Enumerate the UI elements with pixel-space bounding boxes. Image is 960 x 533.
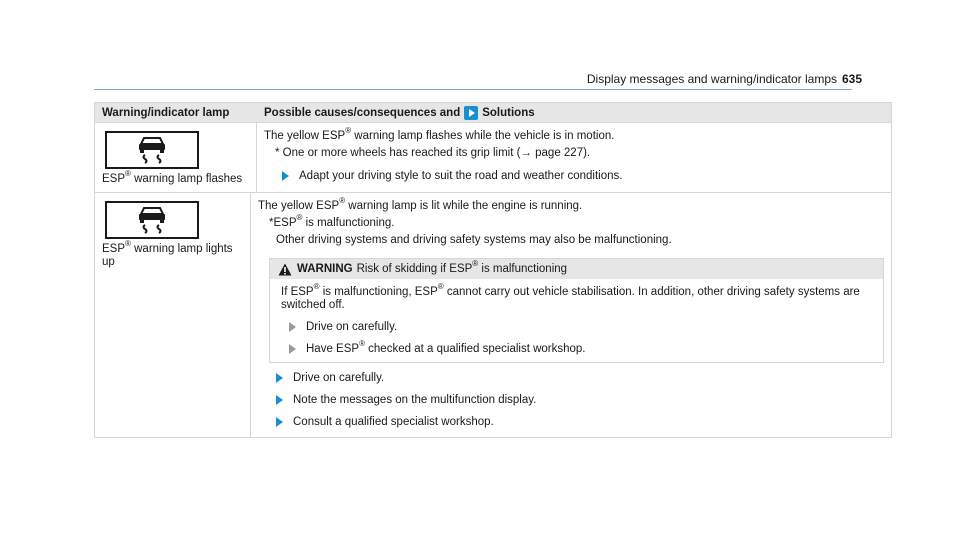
- esp-skid-car-icon: [105, 201, 199, 239]
- header-rule: [94, 89, 852, 90]
- warning-text: If ESP® is malfunctioning, ESP® cannot carry out vehicle stabilisation. In addition, other driving safety systems are switched off.: [281, 282, 860, 311]
- warning-body: [270, 279, 883, 362]
- lamp-label: ESP® warning lamp flashes: [102, 169, 243, 185]
- warning-title: Risk of skidding if ESP® is malfunctioning: [356, 259, 568, 275]
- running-header: [0, 72, 960, 92]
- warning-step: Have ESP® checked at a qualified specialist workshop.: [281, 342, 875, 356]
- lamp-label: ESP® warning lamp lights up: [102, 239, 233, 268]
- solution-step: Drive on carefully.: [258, 371, 884, 385]
- step-arrow-icon: [276, 417, 283, 427]
- table-header: [95, 103, 891, 123]
- cause-detail: *ESP® is malfunctioning.: [269, 213, 395, 229]
- step-arrow-icon: [282, 171, 289, 181]
- step-arrow-icon: [289, 344, 296, 354]
- cause-text: The yellow ESP® warning lamp is lit while the engine is running.: [258, 196, 583, 212]
- column-header-causes-label: Possible causes/consequences and: [264, 106, 461, 119]
- lamp-cell: [95, 193, 251, 437]
- step-arrow-icon: [276, 373, 283, 383]
- column-header-solutions-label: Solutions: [482, 106, 535, 119]
- step-arrow-icon: [289, 322, 296, 332]
- warning-label: WARNING: [297, 263, 353, 275]
- table-row: [95, 123, 891, 193]
- causes-cell: [257, 123, 891, 192]
- page-header-title: Display messages and warning/indicator lamps: [586, 72, 837, 86]
- causes-cell: [251, 193, 891, 437]
- column-header-causes: [257, 103, 891, 122]
- warning-step: Drive on carefully.: [281, 320, 875, 334]
- warning-triangle-icon: [278, 263, 292, 276]
- esp-skid-car-icon: [105, 131, 199, 169]
- solution-step: Adapt your driving style to suit the road and weather conditions.: [264, 169, 884, 183]
- table-row: [95, 193, 891, 437]
- step-arrow-icon: [276, 395, 283, 405]
- cause-text: The yellow ESP® warning lamp flashes while the vehicle is in motion.: [264, 126, 615, 142]
- cause-detail: * One or more wheels has reached its grip limit (→ page 227).: [275, 147, 591, 159]
- solution-step: Note the messages on the multifunction display.: [258, 393, 884, 407]
- lamp-cell: [95, 123, 257, 192]
- page-number: 635: [842, 72, 863, 86]
- solution-arrow-icon: [464, 106, 478, 120]
- warning-lamp-table: [94, 102, 892, 438]
- cause-detail-extra: Other driving systems and driving safety systems may also be malfunctioning.: [276, 234, 672, 246]
- warning-header: [270, 259, 883, 279]
- solution-step: Consult a qualified specialist workshop.: [258, 415, 884, 429]
- warning-box: [269, 258, 884, 363]
- column-header-lamp: Warning/indicator lamp: [102, 106, 230, 119]
